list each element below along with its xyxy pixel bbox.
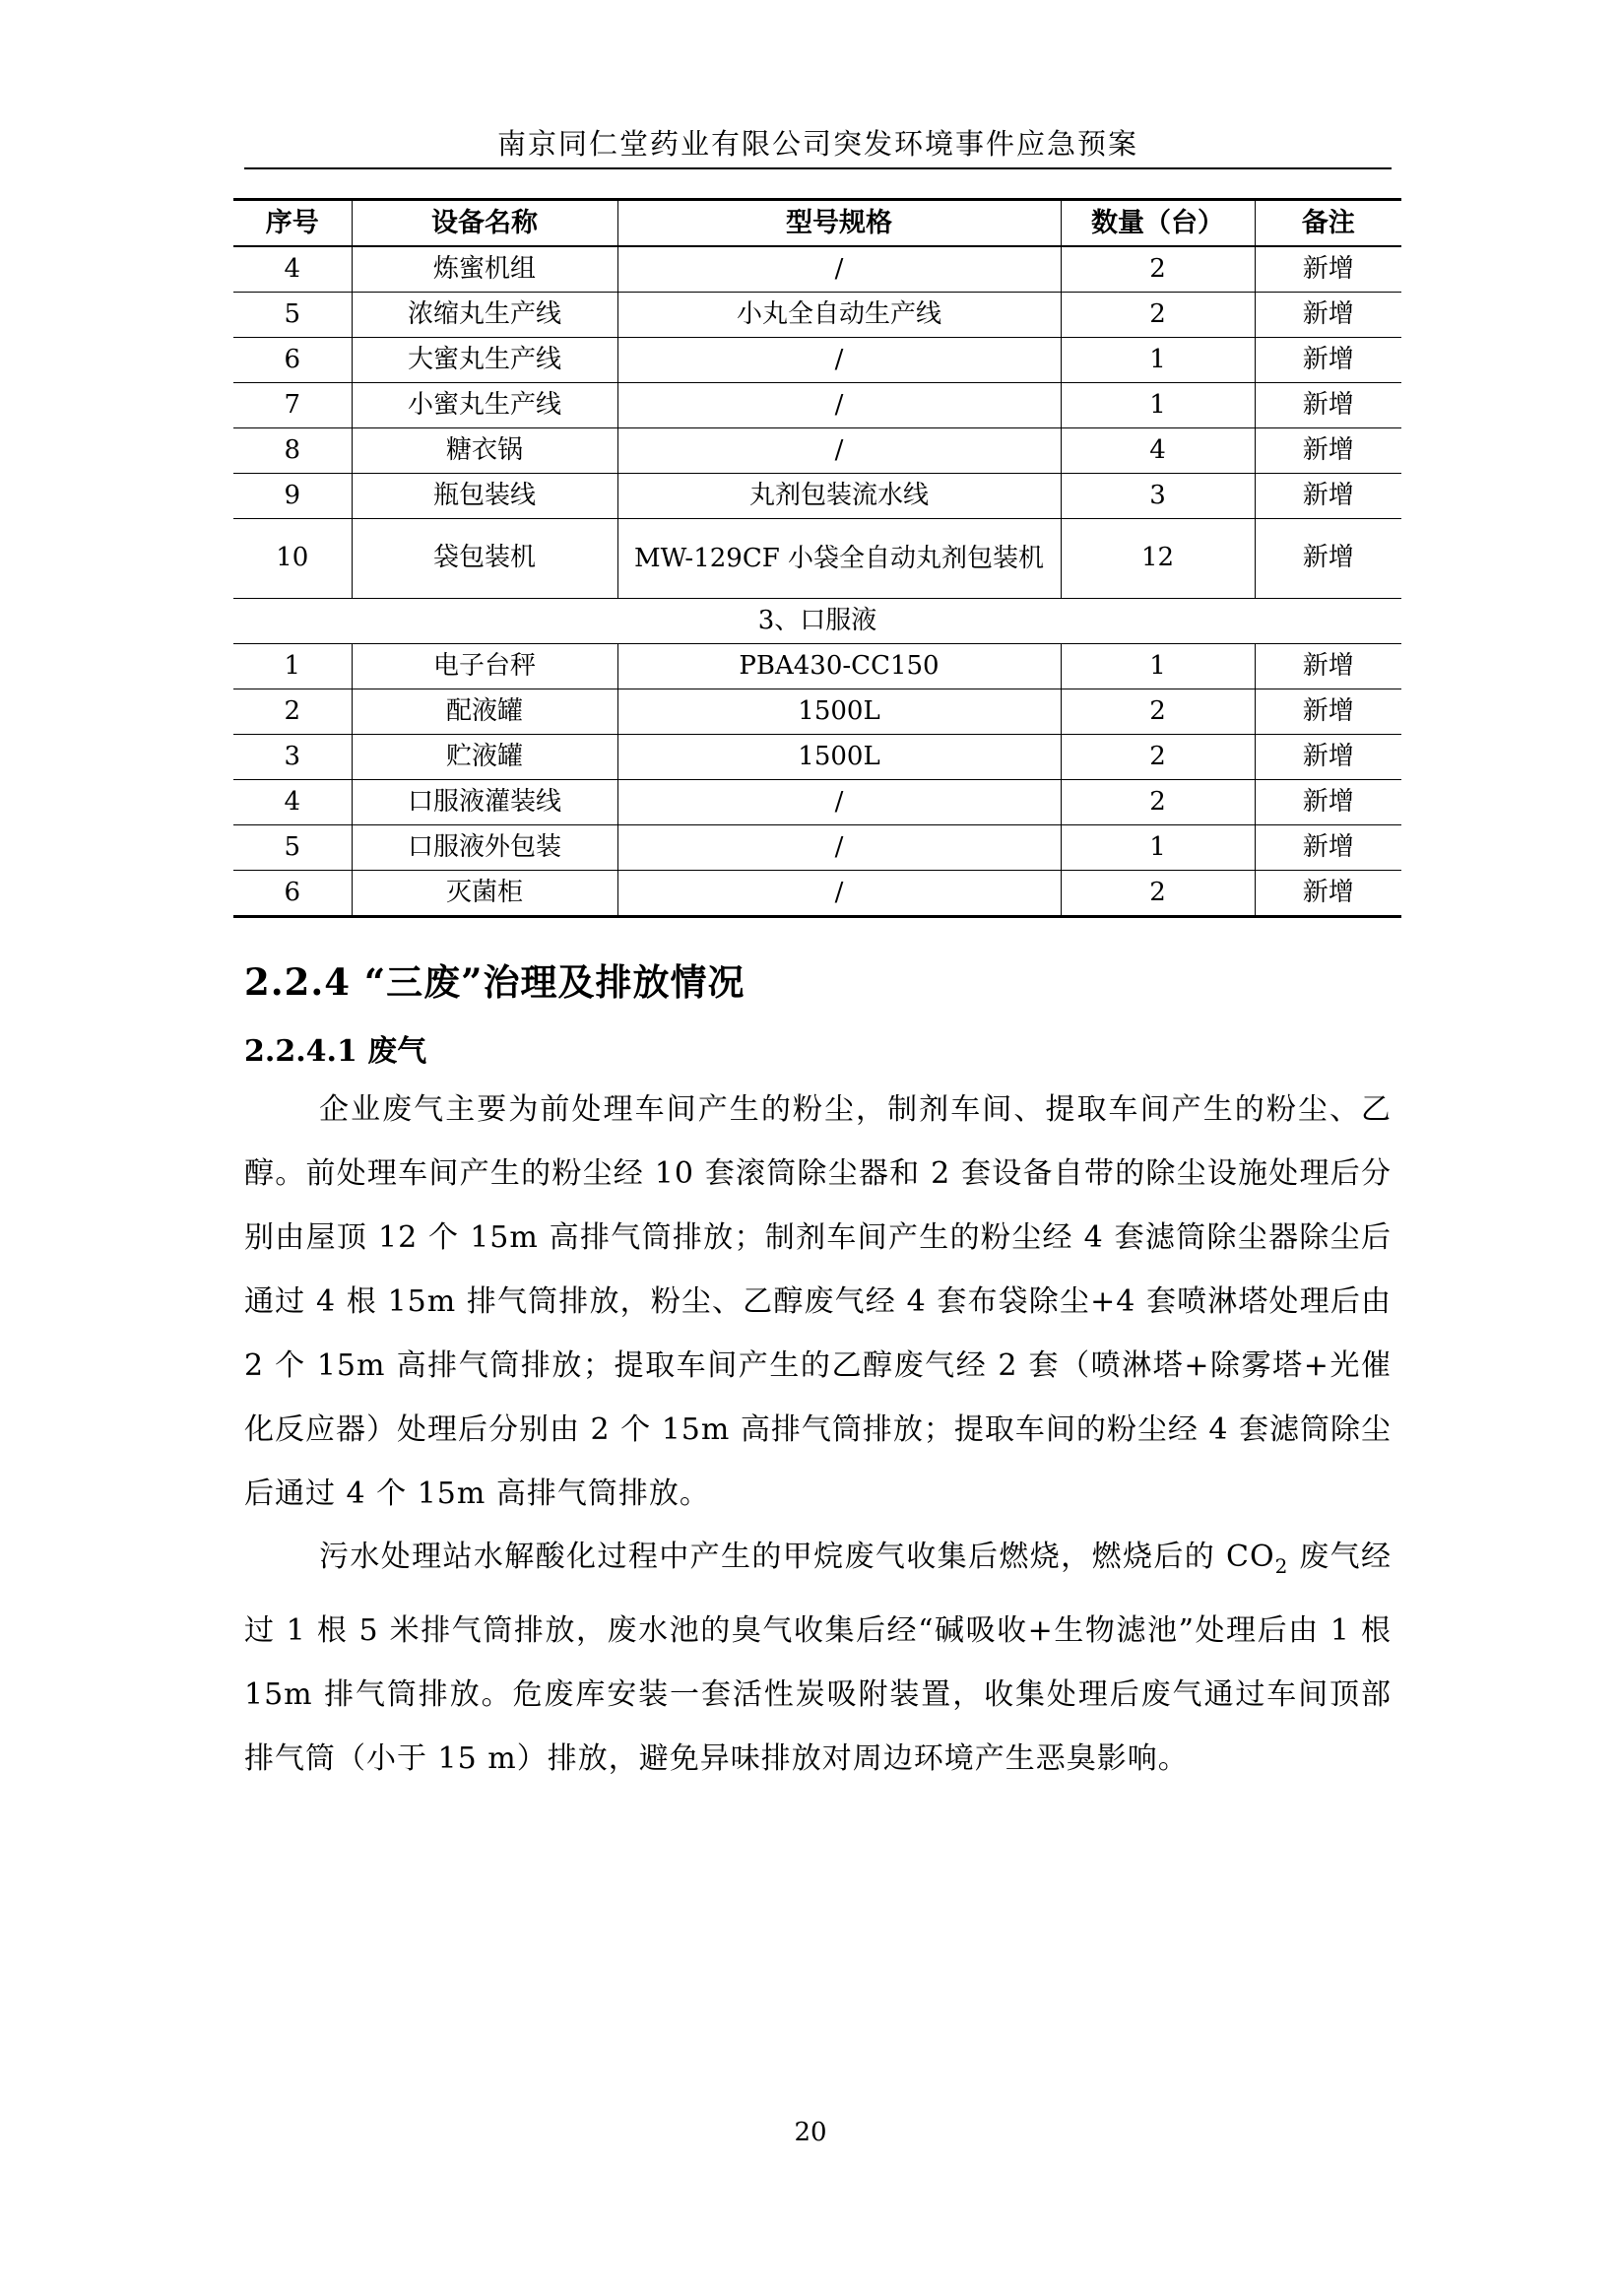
table-row xyxy=(233,644,1401,689)
cell-note: 新增 xyxy=(1255,246,1401,293)
cell-qty: 1 xyxy=(1061,825,1255,871)
body-paragraph-2-part-a: 污水处理站水解酸化过程中产生的甲烷废气收集后燃烧，燃烧后的 CO xyxy=(319,1540,1275,1574)
equipment-table xyxy=(233,198,1401,918)
cell-qty: 12 xyxy=(1061,519,1255,599)
cell-note: 新增 xyxy=(1255,780,1401,825)
table-row xyxy=(233,871,1401,917)
page-number: 20 xyxy=(794,2118,827,2147)
cell-spec: / xyxy=(617,871,1061,917)
body-paragraph-1: 企业废气主要为前处理车间产生的粉尘，制剂车间、提取车间产生的粉尘、乙醇。前处理车间产生的粉尘经 10 套滚筒除尘器和 2 套设备自带的除尘设施处理后分别由屋顶 12 个 15m 高排气筒排放；制剂车间产生的粉尘经 4 套滤筒除尘器除尘后通过 4 根 15m 排气筒排放，粉尘、乙醇废气经 4 套布袋除尘+4 套喷淋塔处理后由 2 个 15m 高排气筒排放；提取车间产生的乙醇废气经 2 套（喷淋塔+除雾塔+光催化反应器）处理后分别由 2 个 15m 高排气筒排放；提取车间的粉尘经 4 套滤筒除尘后通过 4 个 15m 高排气筒排放。 xyxy=(244,1092,1393,1511)
cell-qty: 1 xyxy=(1061,383,1255,428)
cell-spec: 1500L xyxy=(617,689,1061,735)
cell-note: 新增 xyxy=(1255,383,1401,428)
table-header-row xyxy=(233,200,1401,247)
column-header-no: 序号 xyxy=(233,200,352,247)
cell-spec-text: MW-129CF 小袋全自动丸剂包装机 xyxy=(633,543,1045,573)
cell-name: 大蜜丸生产线 xyxy=(352,338,617,383)
cell-no: 4 xyxy=(233,246,352,293)
table-row xyxy=(233,383,1401,428)
cell-no: 2 xyxy=(233,689,352,735)
cell-spec: 1500L xyxy=(617,735,1061,780)
cell-note: 新增 xyxy=(1255,644,1401,689)
cell-spec: PBA430-CC150 xyxy=(617,644,1061,689)
cell-name: 灭菌柜 xyxy=(352,871,617,917)
table-section-row xyxy=(233,599,1401,644)
subsection-heading: 2.2.4.1 废气 xyxy=(244,1034,427,1069)
cell-spec: / xyxy=(617,246,1061,293)
cell-no: 6 xyxy=(233,871,352,917)
cell-spec: / xyxy=(617,428,1061,474)
cell-qty: 2 xyxy=(1061,735,1255,780)
column-header-name: 设备名称 xyxy=(352,200,617,247)
table-row xyxy=(233,825,1401,871)
table-row xyxy=(233,338,1401,383)
cell-qty: 2 xyxy=(1061,246,1255,293)
cell-note: 新增 xyxy=(1255,689,1401,735)
cell-note: 新增 xyxy=(1255,428,1401,474)
cell-qty: 1 xyxy=(1061,644,1255,689)
co2-subscript: 2 xyxy=(1274,1554,1289,1578)
cell-spec: 小丸全自动生产线 xyxy=(617,293,1061,338)
cell-no: 6 xyxy=(233,338,352,383)
table-row xyxy=(233,293,1401,338)
cell-no: 4 xyxy=(233,780,352,825)
cell-qty: 2 xyxy=(1061,871,1255,917)
cell-name: 电子台秤 xyxy=(352,644,617,689)
column-header-qty: 数量（台） xyxy=(1061,200,1255,247)
table-row xyxy=(233,519,1401,599)
cell-qty: 3 xyxy=(1061,474,1255,519)
cell-no: 3 xyxy=(233,735,352,780)
cell-name: 瓶包装线 xyxy=(352,474,617,519)
column-header-note: 备注 xyxy=(1255,200,1401,247)
table-row xyxy=(233,735,1401,780)
cell-no: 5 xyxy=(233,825,352,871)
header-rule xyxy=(244,167,1392,169)
cell-no: 5 xyxy=(233,293,352,338)
body-paragraph-2 xyxy=(244,1525,1392,1791)
cell-name: 贮液罐 xyxy=(352,735,617,780)
body-paragraph-2-part-b: 废气经过 1 根 5 米排气筒排放，废水池的臭气收集后经“碱吸收+生物滤池”处理后由 1 根 15m 排气筒排放。危废库安装一套活性炭吸附装置，收集处理后废气通过车间顶部排气筒（小于 15 m）排放，避免异味排放对周边环境产生恶臭影响。 xyxy=(244,1540,1392,1776)
page-header-title: 南京同仁堂药业有限公司突发环境事件应急预案 xyxy=(496,127,1138,161)
cell-name: 浓缩丸生产线 xyxy=(352,293,617,338)
cell-note: 新增 xyxy=(1255,293,1401,338)
table-row xyxy=(233,474,1401,519)
cell-spec: / xyxy=(617,780,1061,825)
cell-qty: 4 xyxy=(1061,428,1255,474)
cell-note: 新增 xyxy=(1255,735,1401,780)
cell-spec xyxy=(617,519,1061,599)
cell-name: 口服液外包装 xyxy=(352,825,617,871)
cell-no: 9 xyxy=(233,474,352,519)
cell-no: 8 xyxy=(233,428,352,474)
cell-no: 7 xyxy=(233,383,352,428)
cell-name: 小蜜丸生产线 xyxy=(352,383,617,428)
cell-qty: 2 xyxy=(1061,780,1255,825)
cell-qty: 2 xyxy=(1061,293,1255,338)
cell-name: 炼蜜机组 xyxy=(352,246,617,293)
cell-name: 袋包装机 xyxy=(352,519,617,599)
table-row xyxy=(233,689,1401,735)
cell-spec: / xyxy=(617,825,1061,871)
table-row xyxy=(233,780,1401,825)
table-row xyxy=(233,428,1401,474)
column-header-spec: 型号规格 xyxy=(617,200,1061,247)
cell-spec: / xyxy=(617,338,1061,383)
table-row xyxy=(233,246,1401,293)
cell-note: 新增 xyxy=(1255,825,1401,871)
cell-no: 1 xyxy=(233,644,352,689)
cell-qty: 1 xyxy=(1061,338,1255,383)
cell-note: 新增 xyxy=(1255,519,1401,599)
cell-name: 糖衣锅 xyxy=(352,428,617,474)
section-label: 3、口服液 xyxy=(233,599,1401,644)
cell-no: 10 xyxy=(233,519,352,599)
cell-qty: 2 xyxy=(1061,689,1255,735)
cell-name: 配液罐 xyxy=(352,689,617,735)
cell-spec: 丸剂包装流水线 xyxy=(617,474,1061,519)
section-heading: 2.2.4 “三废”治理及排放情况 xyxy=(244,960,746,1004)
cell-note: 新增 xyxy=(1255,871,1401,917)
cell-note: 新增 xyxy=(1255,474,1401,519)
cell-note: 新增 xyxy=(1255,338,1401,383)
cell-name: 口服液灌装线 xyxy=(352,780,617,825)
cell-spec: / xyxy=(617,383,1061,428)
